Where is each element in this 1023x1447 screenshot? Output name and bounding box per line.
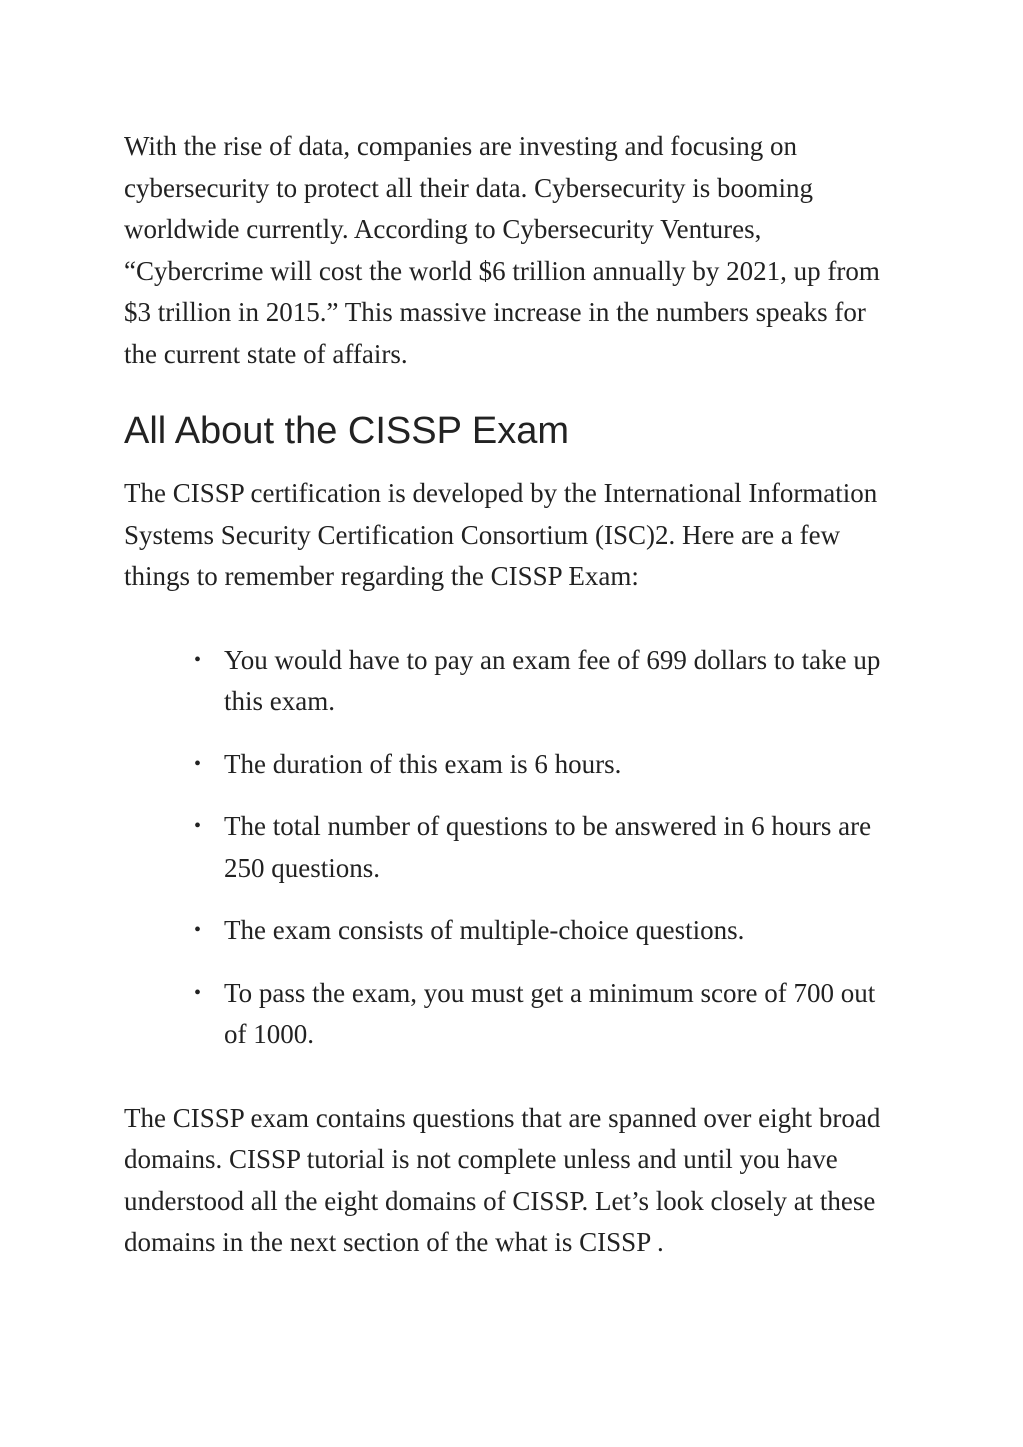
section-heading: All About the CISSP Exam bbox=[124, 410, 569, 452]
bullet-icon: • bbox=[194, 981, 202, 1004]
list-item-text: To pass the exam, you must get a minimum score of 700 out of 1000. bbox=[224, 977, 876, 1049]
list-item bbox=[194, 744, 899, 786]
list-item bbox=[194, 973, 899, 1056]
bullet-icon: • bbox=[194, 815, 202, 837]
closing-paragraph: The CISSP exam contains questions that are spanned over eight broad domains. CISSP tutorial is not complete unless and until you have understood all the eight domains of CISSP. Let’s look closely at these domains in the next section of the what is CISSP . bbox=[124, 1102, 881, 1257]
section-intro-paragraph: The CISSP certification is developed by the International Information Systems Security Certification Consortium (ISC)2. Here are a few things to remember regarding the CISSP Exam: bbox=[124, 478, 878, 591]
list-item bbox=[194, 640, 899, 723]
document-page bbox=[124, 126, 899, 1264]
list-item-text: The duration of this exam is 6 hours. bbox=[224, 748, 622, 779]
list-item-text: The exam consists of multiple-choice questions. bbox=[224, 915, 745, 945]
bullet-icon: • bbox=[194, 648, 202, 671]
list-item bbox=[194, 910, 899, 952]
bullet-icon: • bbox=[194, 752, 202, 775]
bullet-icon: • bbox=[194, 919, 202, 941]
list-item-text: You would have to pay an exam fee of 699 dollars to take up this exam. bbox=[224, 644, 881, 716]
exam-facts-list bbox=[124, 640, 899, 1056]
intro-paragraph: With the rise of data, companies are investing and focusing on cybersecurity to protect all their data. Cybersecurity is booming worldwide currently. According to Cybersecurity Ventures, “Cybercrime will cost the world $6 trillion annually by 2021, up from $3 trillion in 2015.” This massive increase in the numbers speaks for the current state of affairs. bbox=[124, 131, 880, 369]
list-item-text: The total number of questions to be answered in 6 hours are 250 questions. bbox=[224, 811, 872, 883]
list-item bbox=[194, 806, 899, 889]
